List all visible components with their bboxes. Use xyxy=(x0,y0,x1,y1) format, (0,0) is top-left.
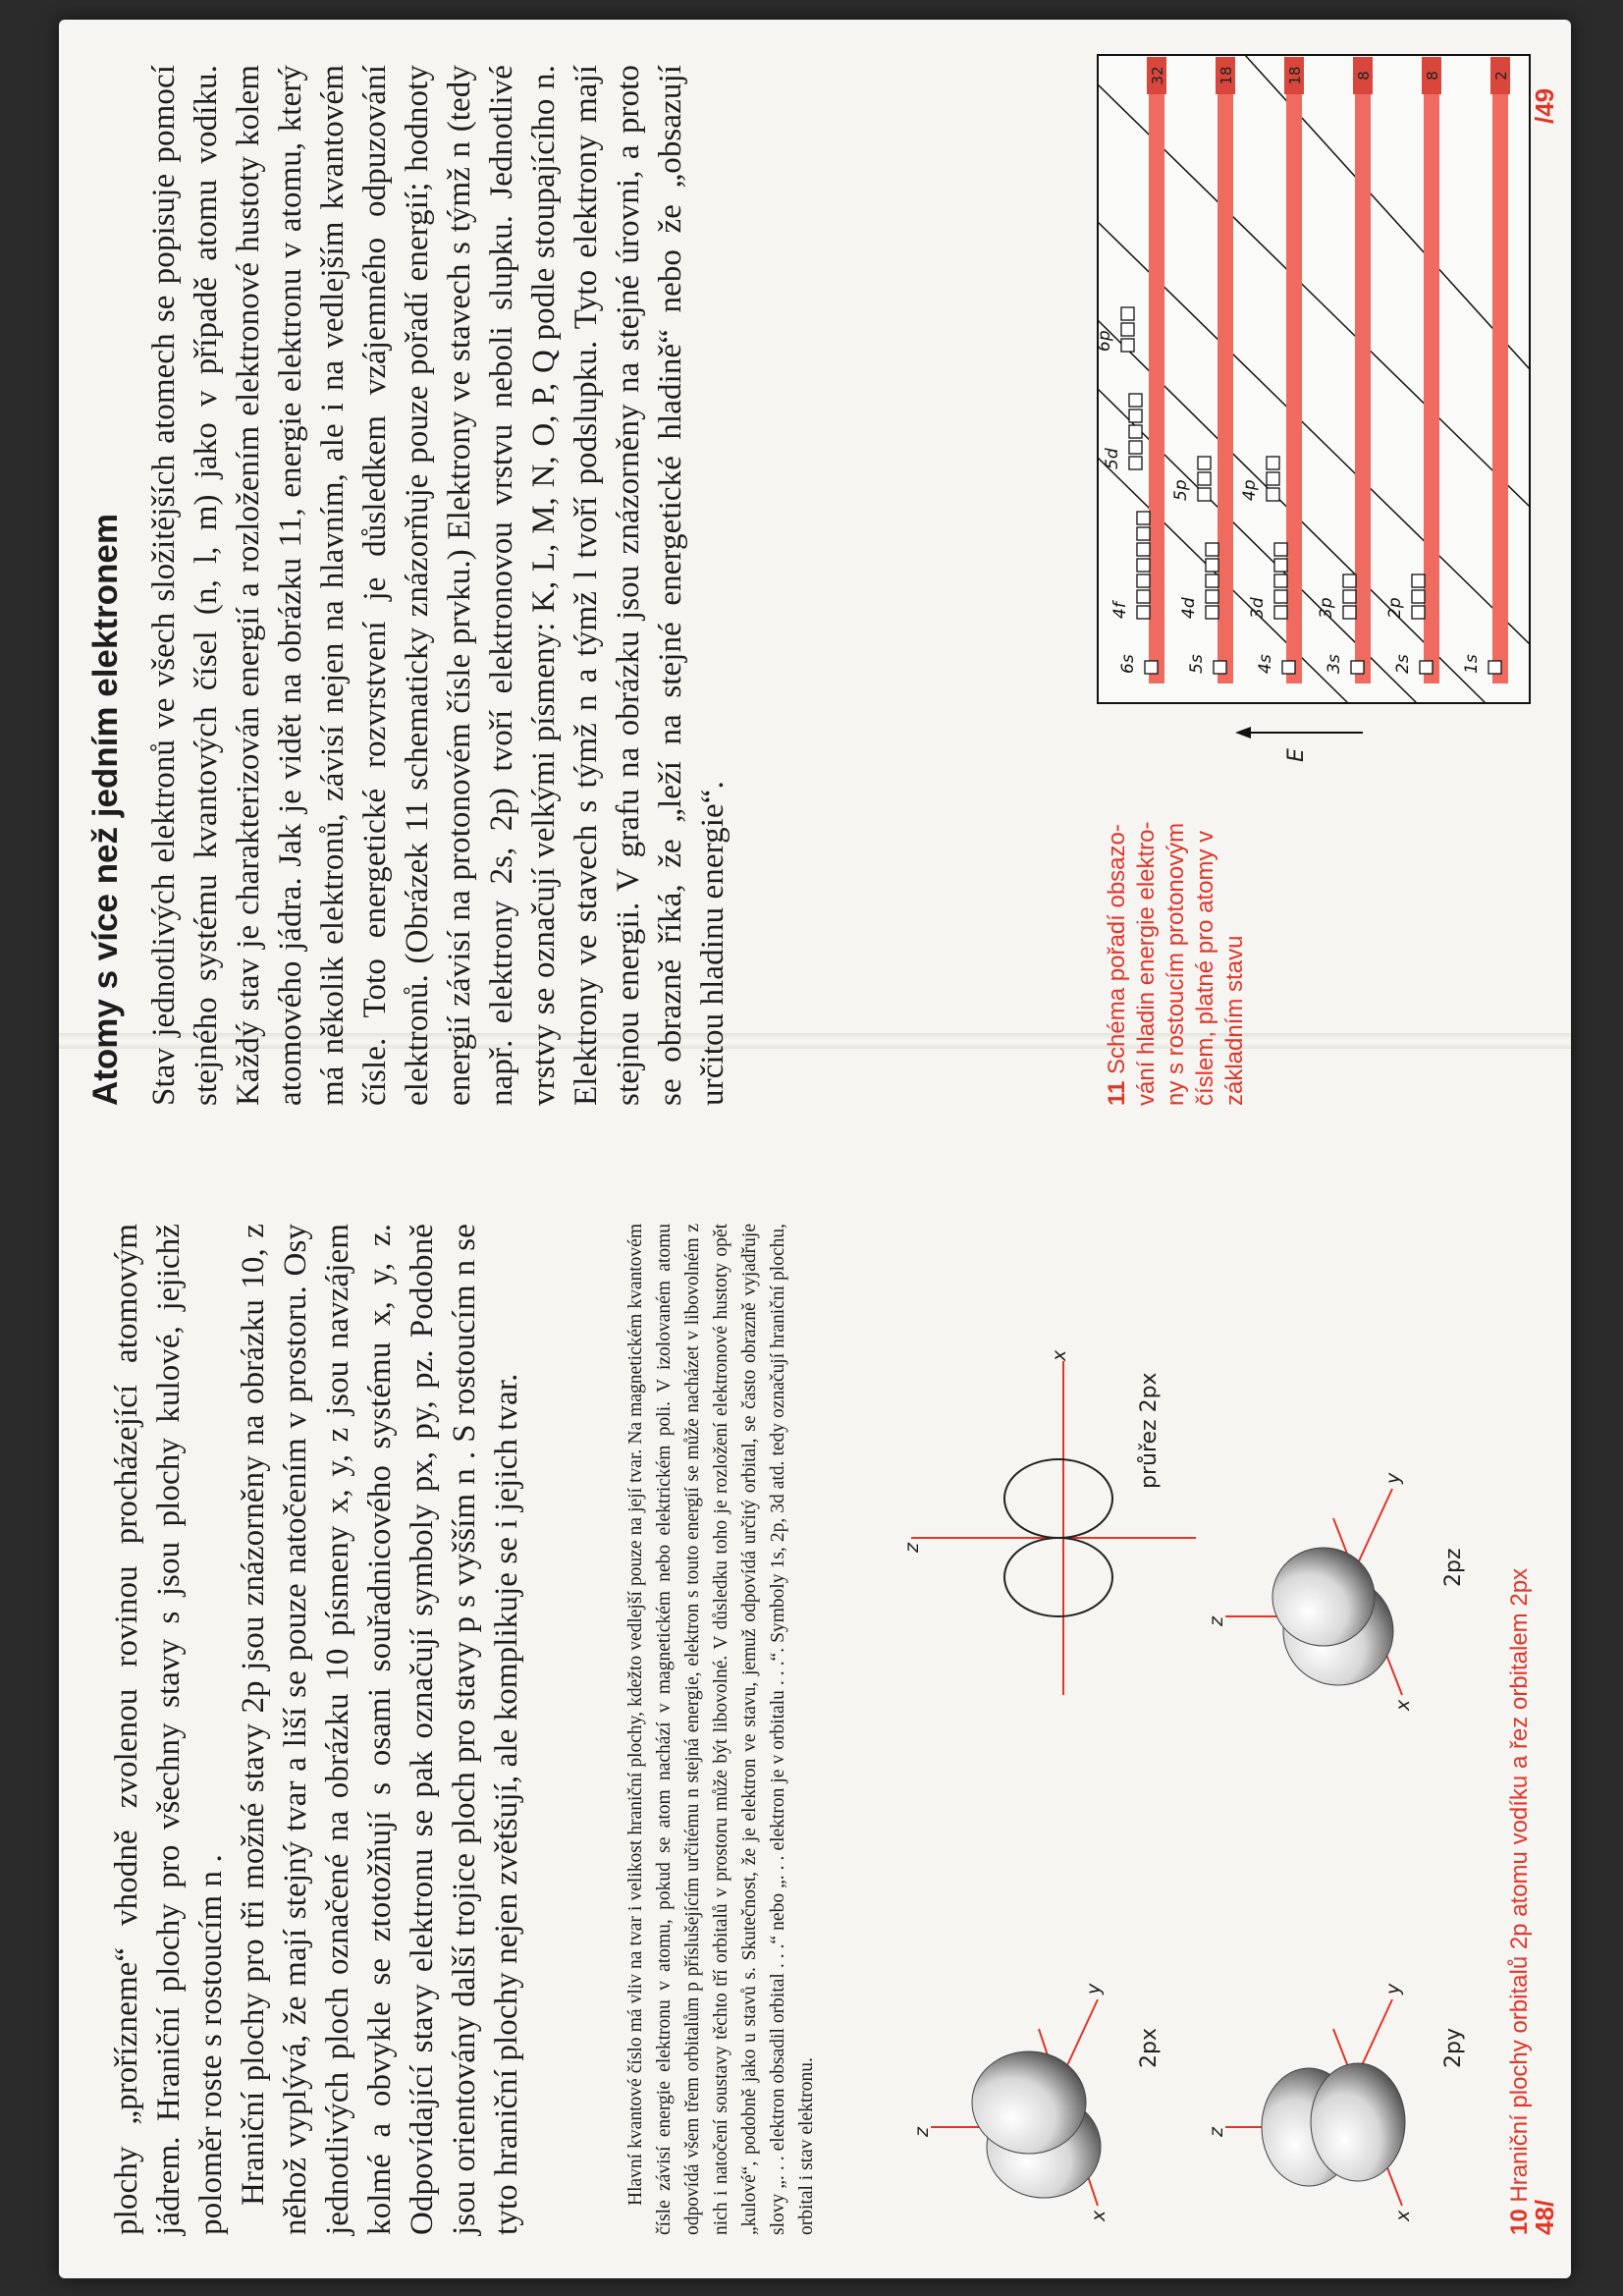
orbital-box xyxy=(1343,606,1356,619)
orbital-2py-diagram xyxy=(1225,1999,1405,2206)
subshell-label: 4p xyxy=(1240,479,1260,501)
orbital-box xyxy=(1198,488,1211,501)
label-prurez-2px: průřez 2px xyxy=(1137,1372,1162,1489)
right-body-text xyxy=(143,65,734,1106)
subshell-label: 3s xyxy=(1325,654,1344,674)
axis-z-label: z xyxy=(1206,2127,1227,2137)
orbital-box xyxy=(1412,574,1425,587)
label-2py: 2py xyxy=(1441,2028,1466,2068)
orbital-box xyxy=(1274,574,1287,587)
shell-band xyxy=(1286,75,1302,683)
axis-z-label: z xyxy=(901,1543,923,1553)
figure-10-caption-text: Hraniční plochy orbitalů 2p atomu vodíku a řez orbitalem 2px xyxy=(1506,1567,1533,2203)
orbital-box xyxy=(1137,574,1150,587)
shell-band xyxy=(1492,75,1508,683)
orbital-box xyxy=(1129,394,1142,407)
axis-x-label: x xyxy=(1049,1349,1070,1361)
page-number-49: /49 xyxy=(1530,87,1559,124)
orbital-box xyxy=(1129,457,1142,469)
subshell-label: 2s xyxy=(1393,654,1413,674)
orbital-box xyxy=(1267,457,1279,469)
figure-10-caption xyxy=(1505,1214,1535,2235)
subshell-label: 5p xyxy=(1171,479,1191,501)
orbital-2pz-diagram xyxy=(1225,1489,1402,1695)
orbital-box xyxy=(1137,559,1150,572)
figure-11-number: 11 xyxy=(1104,1080,1130,1106)
subshell-label: 6p xyxy=(1095,330,1114,352)
shell-capacity-label: 32 xyxy=(1149,66,1166,85)
shell-band xyxy=(1355,75,1371,683)
axis-x-label: x xyxy=(1392,1699,1414,1711)
left-paragraph-1: plochy „prořízneme“ vhodně zvolenou rovinou procházející atomovým jádrem. Hraniční plochy pro všechny stavy s jsou plochy kulové, jejichž poloměr roste s rostoucím n . xyxy=(109,1224,229,2235)
shell-capacity-label: 2 xyxy=(1492,71,1510,81)
axis-z-label: z xyxy=(911,2127,933,2137)
orbital-box xyxy=(1206,543,1218,556)
shell-capacity-label: 18 xyxy=(1217,66,1235,85)
orbital-box xyxy=(1198,457,1211,469)
orbital-box xyxy=(1206,590,1218,603)
orbital-box xyxy=(1351,661,1364,674)
orbital-box xyxy=(1137,527,1150,540)
orbital-box xyxy=(1412,590,1425,603)
orbital-box xyxy=(1282,661,1295,674)
label-2pz: 2pz xyxy=(1441,1548,1466,1587)
shell-band xyxy=(1217,75,1233,683)
subshell-label: 4s xyxy=(1256,654,1275,674)
orbital-box xyxy=(1274,559,1287,572)
orbital-box xyxy=(1274,543,1287,556)
orbital-box xyxy=(1121,323,1134,336)
orbital-box xyxy=(1198,472,1211,485)
figure-10-number: 10 xyxy=(1506,2209,1533,2235)
shell-band xyxy=(1149,75,1164,683)
figure-11-caption-text: Schéma pořadí obsazování hladin energie elektrony s rostoucím protonovým číslem, platné pro atomy v základním stavu xyxy=(1104,821,1248,1106)
axis-x-label: x xyxy=(1392,2210,1414,2221)
page-number-48: 48/ xyxy=(1530,2199,1559,2235)
left-body-text xyxy=(106,1224,528,2235)
subshell-label: 6s xyxy=(1118,654,1138,674)
orbital-box xyxy=(1267,472,1279,485)
subshell-label: 4f xyxy=(1110,602,1130,619)
subshell-label: 5s xyxy=(1187,654,1207,674)
orbital-box xyxy=(1343,590,1356,603)
orbital-box xyxy=(1137,606,1150,619)
left-small-print xyxy=(622,1224,821,2235)
orbital-box xyxy=(1137,512,1150,524)
shell-band xyxy=(1424,75,1439,683)
energy-axis xyxy=(1235,703,1373,792)
rotated-spread xyxy=(77,35,1559,2274)
orbital-box xyxy=(1206,574,1218,587)
section-heading: Atomy s více než jedním elektronem xyxy=(86,514,125,1106)
figure-10-orbitals xyxy=(872,1204,1500,2245)
orbital-box xyxy=(1274,590,1287,603)
left-paragraph-2: Hraniční plochy pro tři možné stavy 2p jsou znázorněny na obrázku 10, z něhož vyplývá, že mají stejný tvar a liší se pouze natočením v prostoru. Osy jednotlivých ploch označené na obrázku 10 písmeny x, y, z jsou navzájem kolmé a obvykle se ztotožňují s osami souřadnicového systému x, y, z. Odpovídající stavy elektronu se pak označují symboly px, py, pz. Podobně jsou orientovány další trojice ploch pro stavy p s vyšším n . S rostoucím n se tyto hraniční plochy nejen zvětšují, ale komplikuje se i jejich tvar. xyxy=(236,1224,524,2235)
shell-capacity-label: 8 xyxy=(1424,71,1441,81)
orbital-box xyxy=(1488,661,1501,674)
orbital-box xyxy=(1214,661,1226,674)
orbital-box xyxy=(1420,661,1433,674)
orbital-box xyxy=(1129,441,1142,454)
subshell-label: 4d xyxy=(1179,597,1199,619)
orbital-box xyxy=(1137,590,1150,603)
orbital-box xyxy=(1145,661,1158,674)
orbital-box xyxy=(1412,606,1425,619)
orbital-box xyxy=(1206,559,1218,572)
orbital-box xyxy=(1129,410,1142,422)
orbital-box xyxy=(1137,543,1150,556)
orbital-box xyxy=(1121,339,1134,352)
figure-11-energy-diagram xyxy=(1095,55,1530,703)
shell-capacity-label: 8 xyxy=(1355,71,1373,81)
orbital-box xyxy=(1274,606,1287,619)
page-48 xyxy=(77,1194,1559,2274)
axis-y-label: y xyxy=(1083,1983,1105,1995)
orbital-box xyxy=(1343,574,1356,587)
subshell-label: 3p xyxy=(1317,597,1336,619)
orbital-box xyxy=(1267,488,1279,501)
subshell-label: 3d xyxy=(1248,597,1268,619)
axis-y-label: y xyxy=(1382,1472,1404,1484)
axis-x-label: x xyxy=(1088,2210,1109,2221)
label-2px: 2px xyxy=(1137,2028,1162,2068)
energy-diagram-svg xyxy=(1095,55,1530,703)
energy-axis-label: E xyxy=(1284,748,1309,762)
orbital-box xyxy=(1129,425,1142,438)
orbital-2px-diagram xyxy=(931,1999,1101,2206)
axis-y-label: y xyxy=(1382,1983,1404,1995)
left-small-paragraph: Hlavní kvantové číslo má vliv na tvar i velikost hraniční plochy, kdežto vedlejší pouze na její tvar. Na magnetickém kvantovém čísle závisí energie elektronu v atomu, pokud se atom nachází v magnetickém nebo elektrickém poli. V izolovaném atomu odpovídá všem třem orbitalům p příslušejícím určitému n stejná energie, elektron s touto energií se může nacházet v libovolném z nich i natočení soustavy těchto tří orbitalů v prostoru může být libovolné. V důsledku toho je rozložení elektronové hustoty opět „kulové“, podobně jako u stavů s. Skutečnost, že je elektron ve stavu, jemuž odpovídá určitý orbital, se často obrazně vyjadřuje slovy „. . . elektron obsadil orbital . . .“ nebo „. . . elektron je v orbitalu . . .“. Symboly 1s, 2p, 3d atd. tedy označují hraniční plochu, orbital i stav elektronu. xyxy=(625,1224,817,2235)
shell-capacity-label: 18 xyxy=(1286,66,1304,85)
page-49 xyxy=(77,35,1559,1116)
axis-z-label: z xyxy=(1206,1616,1227,1626)
subshell-label: 5d xyxy=(1103,448,1122,469)
orbital-box xyxy=(1206,606,1218,619)
right-paragraph: Stav jednotlivých elektronů ve všech složitějších atomech se popisuje pomocí stejného systému kvantových čísel (n, l, m) jako v případě atomu vodíku. Každý stav je charakterizován energií a rozložením elektronové hustoty kolem atomového jádra. Jak je vidět na obrázku 11, energie elektronu v atomu, který má několik elektronů, závisí nejen na hlavním, ale i na vedlejším kvantovém čísle. Toto energetické rozvrstvení je důsledkem vzájemného odpuzování elektronů. (Obrázek 11 schematicky znázorňuje pouze pořadí energií; hodnoty energií závisí na protonovém čísle prvku.) Elektrony ve stavech s týmž n (tedy např. elektrony 2s, 2p) tvoří elektronovou vrstvu neboli slupku. Jednotlivé vrstvy se označují velkými písmeny: K, L, M, N, O, P, Q podle stoupajícího n. Elektrony ve stavech s týmž n a týmž l tvoří podslupku. Tyto elektrony mají stejnou energii. V grafu na obrázku jsou znázorněny na stejné úrovni, a proto se obrazně říká, že „leží na stejné energetické hladině“ nebo že „obsazují určitou hladinu energie“. xyxy=(146,65,730,1106)
figure-11-caption xyxy=(1103,811,1250,1106)
orbital-box xyxy=(1121,307,1134,320)
subshell-label: 1s xyxy=(1462,654,1482,674)
subshell-label: 2p xyxy=(1385,597,1405,619)
